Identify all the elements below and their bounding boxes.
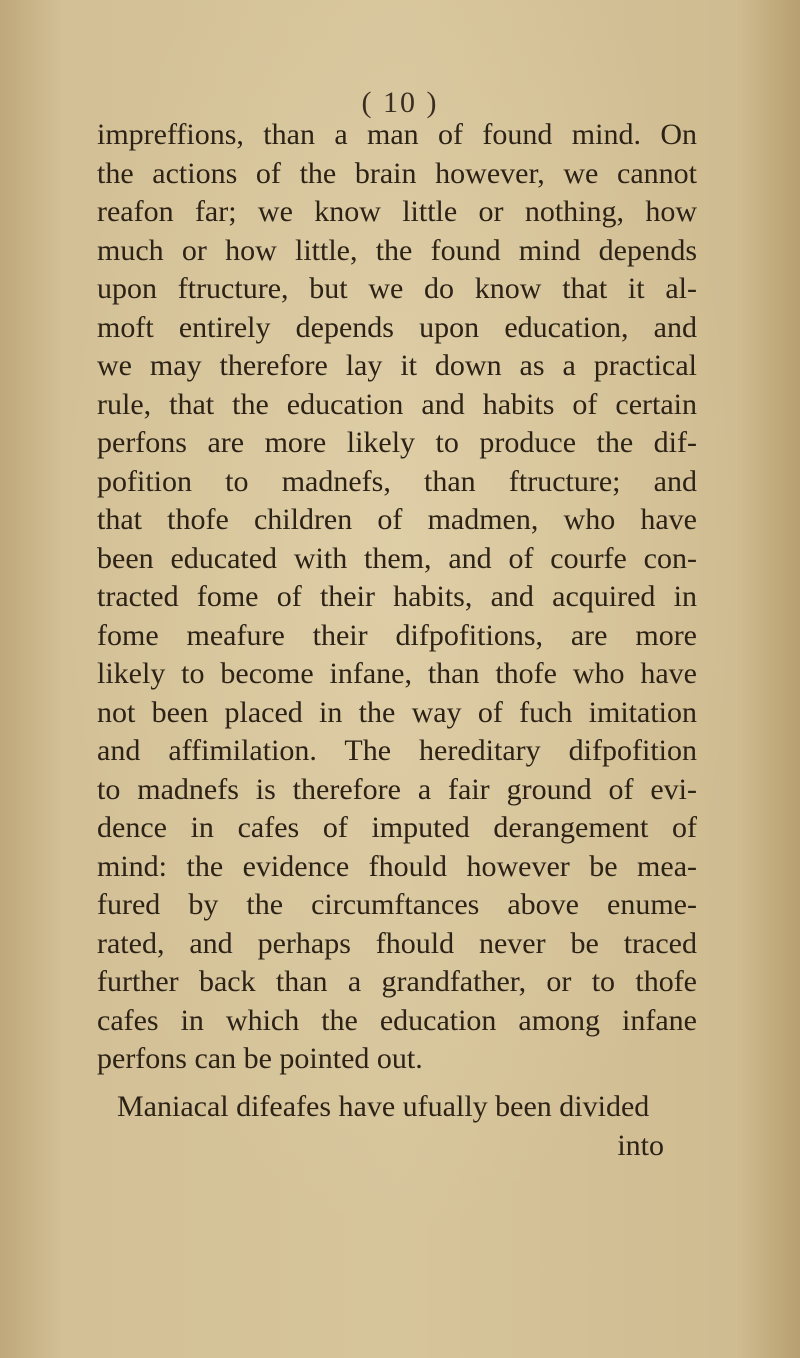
paragraph-2 — [97, 1088, 697, 1165]
text-line: rule, that the education and habits of certain — [97, 387, 697, 421]
text-line: Maniacal difeafes have ufually been divided — [117, 1090, 650, 1123]
text-line: moft entirely depends upon education, and — [97, 310, 697, 344]
catchword: into — [617, 1128, 664, 1162]
paragraph-1 — [97, 116, 697, 1079]
text-line: fured by the circumftances above enume- — [97, 888, 697, 921]
text-line: not been placed in the way of fuch imitation — [97, 695, 697, 729]
page-number: ( 10 ) — [361, 86, 439, 119]
text-line: tracted fome of their habits, and acquired in — [97, 580, 697, 613]
text-line: impreffions, than a man of found mind. On — [97, 118, 697, 151]
text-line: been educated with them, and of courfe con- — [97, 541, 697, 575]
text-line: that thofe children of madmen, who have — [97, 503, 697, 536]
text-line: mind: the evidence fhould however be mea- — [97, 849, 697, 883]
text-line: we may therefore lay it down as a practical — [97, 349, 697, 382]
text-line: reafon far; we know little or nothing, how — [97, 195, 697, 228]
text-line: likely to become infane, than thofe who have — [97, 657, 697, 690]
text-line: to madnefs is therefore a fair ground of evi- — [97, 772, 697, 806]
text-line: perfons can be pointed out. — [97, 1042, 423, 1075]
text-line: further back than a grandfather, or to thofe — [97, 965, 697, 998]
text-line: the actions of the brain however, we cannot — [97, 156, 697, 190]
text-line: pofition to madnefs, than ftructure; and — [97, 464, 697, 498]
text-line: dence in cafes of imputed derangement of — [97, 811, 697, 844]
text-line: cafes in which the education among infane — [97, 1003, 697, 1037]
text-line: upon ftructure, but we do know that it al- — [97, 272, 697, 305]
text-line: much or how little, the found mind depends — [97, 233, 697, 267]
text-line: fome meafure their difpofitions, are more — [97, 618, 697, 652]
text-line: perfons are more likely to produce the dif- — [97, 426, 697, 459]
text-line: rated, and perhaps fhould never be traced — [97, 926, 697, 960]
text-line: and affimilation. The hereditary difpofition — [97, 734, 697, 767]
